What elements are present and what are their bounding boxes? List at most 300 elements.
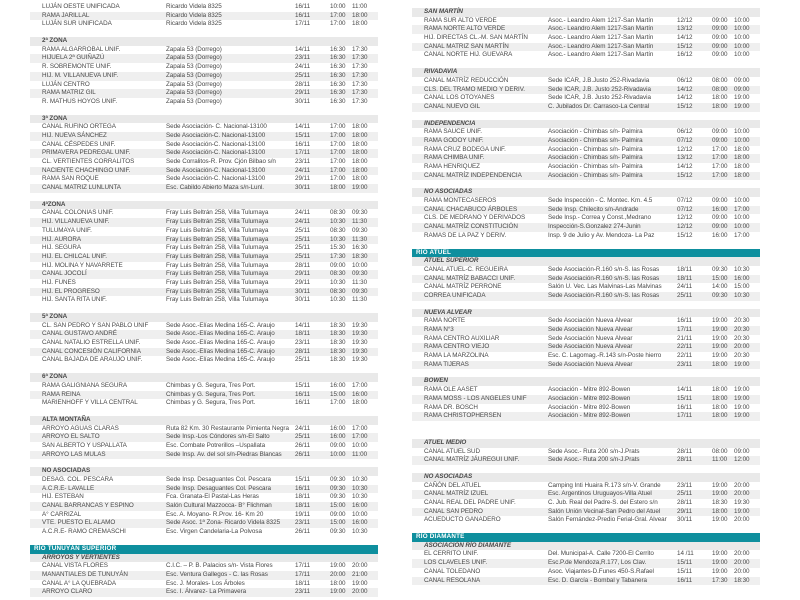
cell-entity-name: CANAL MATRÍZ REDUCCIÓN [424,76,509,84]
cell-date: 06/12 [677,76,693,84]
cell-time-end: 18:00 [734,171,750,179]
section-header-label: RÍO DIAMANTE [416,533,465,541]
cell-location: Salón Cultural Mazzocca- B° Flichman [166,502,272,510]
cell-time-end: 11:00 [352,3,368,10]
cell-location: Sede Asoc.-Elías Medina 165-C. Araujo [166,330,275,338]
cell-time-start: 18:30 [330,347,346,355]
cell-time-end: 11:00 [352,450,368,458]
cell-date: 16/11 [677,576,693,584]
cell-location: Sede ICAR, J.B. Justo 252-Rivadavia [548,85,651,93]
cell-time-start: 17:00 [330,149,346,157]
table-row [30,391,378,400]
section-header [412,8,760,17]
cell-location: Sede Corralitos-R. Prov. Cjón Bilbao s/n [166,158,276,165]
cell-entity-name: CANAL CÉSPEDES UNIF. [42,140,116,148]
cell-time-start: 15:00 [330,390,346,398]
section [30,373,378,408]
cell-entity-name: RAMA SAN ROQUE [42,175,99,183]
cell-time-start: 18:00 [330,579,346,587]
cell-location: Asociación - Mitre 892-Bowen [548,386,631,394]
table-row [412,317,760,326]
cell-entity-name: RAMA JARILLAL [42,11,90,19]
cell-date: 14/12 [677,34,693,42]
cell-time-end: 10:00 [734,42,750,50]
cell-location: Sede Insp. Av. del sol s/n-Piedras Blancas [166,450,282,458]
cell-time-start: 08:30 [330,226,346,234]
section-header [412,542,760,551]
cell-time-end: 10:00 [734,197,750,205]
cell-time-end: 16:00 [352,519,368,527]
cell-entity-name: PRIMAVERA PEDREGAL UNIF. [42,149,131,157]
cell-location: Sede Insp. Desaguantes Col. Pescara [166,476,272,483]
cell-date: 25/11 [295,71,311,79]
table-row [30,580,378,589]
cell-date: 17/11 [677,326,693,333]
cell-location: Sede Inspección - C. Montec. Km. 4.5 [548,197,653,205]
cell-location: Fray Luis Beltrán 258, Villa Tulumaya [166,218,269,226]
cell-location: Zapala 53 (Dorrego) [166,97,222,105]
section-header-label: 6ª ZONA [42,373,68,381]
cell-entity-name: MARIENHOFF Y VILLA CENTRAL [42,399,138,407]
table-row [30,175,378,184]
cell-entity-name: CANAL LOS OTOYANES [424,94,495,102]
cell-entity-name: CANAL BAJADA DE ARAUJO UNIF. [42,356,143,364]
cell-location: Fray Luis Beltrán 258, Villa Tulumaya [166,226,269,234]
table-row [412,456,760,465]
cell-location: Ricardo Videla 8325 [166,3,222,10]
table-row [412,490,760,499]
cell-entity-name: CLS. DE MEDRANO Y DERIVADOS [424,214,526,222]
cell-time-start: 09:00 [330,510,346,518]
cell-entity-name: RAMA ALGARROBAL UNIF. [42,45,121,53]
cell-time-end: 10:00 [734,214,750,222]
table-row [30,442,378,451]
table-row [30,167,378,176]
cell-date: 14/11 [295,123,311,131]
table-row [412,214,760,223]
cell-time-end: 10:30 [734,291,750,299]
cell-location: Sede Asoc. 1ª Zona- Ricardo Videla 8325 [166,519,281,527]
cell-entity-name: RAMA N°3 [424,326,454,333]
cell-entity-name: MANANTIALES DE TUNUYÁN [42,570,128,578]
section-header-label: SAN MARTÍN [424,8,463,15]
cell-location: C. Jub. Real del Padre-S. del Estero s/n [548,499,658,506]
cell-location: Sede Asociación Nueva Alvear [548,343,633,351]
table-row [30,451,378,460]
cell-entity-name: VTE. PUESTO EL ALAMO [42,519,116,527]
cell-location: Sede Insp. Chilecito s/n-Andrade [548,205,639,213]
cell-date: 25/11 [295,235,311,243]
cell-time-start: 09:00 [712,51,728,59]
table-row [412,516,760,525]
cell-time-start: 19:00 [712,326,728,333]
cell-date: 30/11 [295,97,311,105]
cell-date: 07/12 [677,136,693,144]
cell-location: Sede Insp.- Correa y Const.,Medrano [548,214,651,222]
cell-time-start: 17:00 [712,145,728,153]
cell-time-end: 20:30 [734,352,750,360]
cell-location: Sede Asoc.- Ruta 200 s/n-J.Prats [548,447,640,455]
cell-time-end: 10:00 [352,510,368,518]
table-row [412,559,760,568]
table-row [412,386,760,395]
table-row [30,54,378,63]
cell-time-end: 20:00 [352,562,368,570]
cell-location: Sede Insp. Desaguantes Col. Pescara [166,484,272,492]
cell-date: 30/11 [295,296,311,304]
cell-entity-name: CANAL MATRÍZ BABACCI UNIF. [424,274,516,282]
cell-time-start: 16:00 [712,205,728,213]
cell-entity-name: HIJ. M. VILLANUEVA UNIF. [42,71,119,79]
cell-entity-name: RAMA MATRIZ GIL [42,89,96,97]
table-row [412,326,760,335]
cell-time-start: 17:00 [330,11,346,19]
cell-date: 18/11 [295,330,311,338]
cell-time-end: 19:00 [734,102,750,110]
cell-entity-name: EL CERRITO UNIF. [424,550,479,558]
cell-location: Asociación - Chimbas s/n- Palmira [548,136,643,144]
cell-time-start: 19:00 [712,334,728,342]
table-row [412,146,760,155]
cell-entity-name: CANAL TOLEDANO [424,567,481,575]
cell-time-end: 20:00 [734,343,750,351]
cell-time-start: 17:00 [712,171,728,179]
cell-location: Sede Asoc.-Elías Medina 165-C. Araujo [166,347,275,355]
cell-date: 13/12 [677,154,693,162]
cell-time-start: 15:30 [330,244,346,252]
cell-date: 28/11 [295,261,311,269]
cell-time-start: 18:30 [330,339,346,347]
cell-time-start: 08:00 [712,76,728,84]
cell-location: Inspección-S.Gonzalez 274-Junin [548,223,641,231]
cell-entity-name: RAMA CENTRO AUXILIAR [424,334,500,342]
cell-time-end: 10:00 [734,34,750,42]
table-row [412,412,760,421]
cell-date: 15/12 [677,42,693,50]
cell-time-end: 19:00 [734,394,750,402]
cell-date: 26/11 [295,450,311,458]
cell-location: Esc. Argentinos Uruguayos-Villa Atuel [548,490,652,498]
table-row [30,528,378,537]
cell-location: Asociación - Mitre 892-Bowen [548,403,631,411]
table-row [412,172,760,181]
cell-time-start: 15:00 [330,519,346,527]
cell-time-end: 10:00 [734,16,750,24]
cell-time-start: 18:00 [712,94,728,102]
cell-date: 15/11 [677,559,693,567]
cell-date: 28/11 [677,499,693,506]
cell-location: Asociación - Mitre 892-Bowen [548,412,631,420]
cell-date: 26/11 [295,441,311,449]
cell-time-start: 20:00 [330,570,346,578]
cell-time-end: 19:00 [352,579,368,587]
cell-time-start: 08:00 [712,447,728,455]
cell-date: 18/11 [295,502,311,510]
table-row [30,218,378,227]
cell-entity-name: CANAL NUEVO GIL [424,102,481,110]
cell-date: 29/11 [295,278,311,286]
cell-time-end: 21:00 [352,570,368,578]
cell-date: 17/11 [677,412,693,420]
cell-location: Sede Asociación-C. Nacional-13100 [166,131,266,139]
cell-location: Asociación - Chimbas s/n- Palmira [548,171,643,179]
cell-time-end: 18:00 [352,20,368,28]
cell-time-end: 11:30 [352,296,368,304]
table-row [30,399,378,408]
cell-location: Insp. 9 de Julio y Av. Mendoza- La Paz [548,231,655,239]
cell-entity-name: RAMA REINA [42,390,81,398]
table-row [30,279,378,288]
cell-time-end: 17:00 [352,433,368,441]
cell-location: Asoc.- Leandro Alem 1217-San Martín [548,51,654,59]
cell-entity-name: CANAL CHACABUCO ÁRBOLES [424,205,518,213]
cell-entity-name: HIJ. EL PROGRESO [42,287,100,295]
cell-location: Sede Asociación Nueva Alvear [548,326,633,333]
cell-time-start: 18:00 [330,184,346,192]
cell-time-start: 17:00 [330,166,346,174]
cell-time-end: 18:30 [734,576,750,584]
cell-time-end: 11:30 [352,278,368,286]
section-header [412,120,760,129]
cell-time-start: 19:00 [712,550,728,558]
section-header-label: RIVADAVIA [424,68,458,76]
cell-entity-name: HIJ. EL CHILCAL UNIF. [42,252,107,260]
cell-time-end: 10:00 [734,128,750,136]
cell-entity-name: ACUEDUCTO GANADERO [424,516,501,524]
cell-location: Del. Municipal-A. Calle 7200-El Cerrito [548,550,654,558]
cell-time-start: 09:00 [712,197,728,205]
cell-entity-name: CAÑÓN DEL ATUEL [424,481,481,489]
cell-time-start: 08:30 [330,270,346,278]
section [412,473,760,525]
section [412,377,760,420]
cell-time-end: 18:00 [734,145,750,153]
cell-time-start: 19:00 [712,516,728,524]
cell-entity-name: RAMA HENRIQUEZ [424,163,480,170]
cell-time-start: 18:00 [712,507,728,515]
section [30,554,378,597]
table-row [30,493,378,502]
cell-time-end: 18:00 [352,166,368,174]
section-header-label: ATUEL SUPERIOR [424,257,479,265]
table-row [30,476,378,485]
table-row [412,103,760,112]
cell-time-end: 17:00 [734,231,750,239]
section-header [30,373,378,382]
cell-date: 24/11 [677,283,693,291]
cell-date: 16/11 [677,403,693,411]
cell-location: Sede Asociación Nueva Alvear [548,334,633,342]
cell-time-end: 20:30 [734,317,750,325]
cell-time-end: 11:30 [352,235,368,243]
cell-time-end: 17:30 [352,45,368,53]
cell-entity-name: ARROYO EL SALTO [42,433,100,441]
table-row [412,395,760,404]
section [412,68,760,111]
cell-location: Chimbas y G. Segura, Tres Port. [166,399,256,407]
cell-entity-name: CANAL RUFINO ORTEGA [42,123,116,131]
section-header-label: 4ªZONA [42,200,66,208]
cell-entity-name: CL. VERTIENTES CORRALITOS [42,158,135,165]
section [30,3,378,29]
cell-entity-name: HIJ. DIRECTAS CL.-M. SAN MARTÍN [424,34,528,42]
cell-date: 16/12 [677,51,693,59]
cell-time-end: 18:00 [352,158,368,165]
cell-time-end: 10:30 [352,528,368,536]
cell-location: Chimbas y G. Segura, Tres Port. [166,390,256,398]
table-row [30,236,378,245]
cell-entity-name: RAMA SAUCE UNIF. [424,128,482,136]
table-row [412,163,760,172]
cell-date: 28/11 [677,456,693,464]
cell-entity-name: RAMA OLE AASET [424,386,478,394]
cell-entity-name: A.C.R.E- RAMO CREMASCHI [42,528,126,536]
cell-entity-name: CANAL MATRÍZ PERRONE [424,283,502,291]
cell-location: Esc. Cabildo Abierto Maza s/n-Lunl. [166,184,265,192]
cell-time-end: 17:00 [352,381,368,389]
table-row [30,382,378,391]
section [412,257,760,300]
cell-date: 16/11 [295,140,311,148]
cell-time-end: 09:30 [352,270,368,278]
cell-location: Zapala 53 (Dorrego) [166,63,222,71]
cell-time-end: 19:00 [734,386,750,394]
cell-location: Fray Luis Beltrán 258, Villa Tulumaya [166,252,269,260]
cell-time-start: 16:30 [330,45,346,53]
cell-time-start: 17:00 [330,158,346,165]
cell-entity-name: CANAL GUSTAVO ANDRÉ [42,330,117,338]
cell-location: Asoc.- Leandro Alem 1217-San Martín [548,34,654,42]
cell-date: 30/11 [677,516,693,524]
table-row [30,132,378,141]
cell-entity-name: CANAL NATALIO ESTRELLA UNIF. [42,339,141,347]
cell-time-start: 10:00 [330,3,346,10]
cell-time-end: 18:00 [352,399,368,407]
cell-location: Salón U. Vec. Las Malvinas-Las Malvinas [548,283,662,291]
section-header-label: RÍO ATUEL [416,248,452,256]
cell-time-end: 10:00 [352,261,368,269]
table-row [30,141,378,150]
cell-time-start: 09:00 [712,223,728,231]
table-row [412,499,760,508]
cell-time-end: 20:00 [734,481,750,489]
section-header [30,313,378,322]
cell-location: Zapala 53 (Dorrego) [166,71,222,79]
cell-time-end: 20:00 [734,567,750,575]
section-header-label: ATUEL MEDIO [424,438,467,446]
cell-entity-name: CANAL CONCESIÓN CALIFORNIA [42,347,141,355]
cell-entity-name: CANAL ATUEL SUD [424,447,481,455]
cell-entity-name: CORREA UNIFICADA [424,291,486,299]
cell-date: 15/12 [677,102,693,110]
table-row [30,348,378,357]
cell-time-start: 17:30 [712,576,728,584]
section-header [412,309,760,318]
cell-date: 07/12 [677,197,693,205]
cell-entity-name: R. SOBREMONTE UNIF. [42,63,112,71]
cell-entity-name: RAMA TIJERAS [424,360,469,368]
cell-entity-name: CANAL MATRÍZ IZUEL [424,490,489,498]
cell-date: 17/11 [295,149,311,157]
cell-date: 17/11 [295,562,311,570]
cell-date: 23/11 [295,588,311,596]
cell-entity-name: RAMA MONTECASEROS [424,197,497,205]
table-row [30,356,378,365]
cell-date: 14 /11 [677,550,694,558]
table-row [30,20,378,29]
table-row [30,63,378,72]
section-header-label: NO ASOCIADAS [424,188,473,196]
cell-time-start: 19:00 [330,588,346,596]
cell-date: 14/11 [295,45,311,53]
cell-location: Asociación - Mitre 892-Bowen [548,394,631,402]
cell-location: Sede Asociación Nueva Alvear [548,317,633,325]
cell-time-start: 17:30 [330,252,346,260]
cell-date: 12/12 [677,214,693,222]
table-row [30,330,378,339]
cell-time-end: 19:30 [352,339,368,347]
cell-location: Sede Asociación-R.160 s/n-S. las Rosas [548,291,660,299]
schedule-column-right [412,0,760,585]
cell-location: Fray Luis Beltrán 258, Villa Tulumaya [166,278,269,286]
cell-entity-name: CANAL JOCOLÍ [42,270,87,278]
section-header [412,439,760,448]
cell-time-start: 09:30 [330,484,346,492]
cell-entity-name: ARROYO CLARO [42,588,93,596]
cell-location: Chimbas y G. Segura, Tres Port. [166,381,256,389]
section-header [30,37,378,46]
cell-entity-name: RAMA CHIMBA UNIF. [424,154,485,162]
table-row [412,508,760,517]
table-row [412,51,760,60]
table-row [412,361,760,370]
cell-entity-name: A.C.R.E- LAVALLE [42,484,95,492]
cell-entity-name: RAMA NORTE ALTO VERDE [424,25,506,33]
table-row [412,404,760,413]
cell-time-start: 14:00 [712,283,728,291]
table-row [412,550,760,559]
table-row [30,485,378,494]
cell-entity-name: ARROYO LAS MULAS [42,450,106,458]
cell-date: 25/11 [677,490,693,498]
cell-entity-name: RAMA CENTRO VIEJO [424,343,490,351]
cell-time-start: 18:30 [712,499,728,506]
cell-entity-name: HIJ. SEGURA [42,244,81,252]
cell-time-end: 19:00 [734,360,750,368]
section [412,439,760,465]
section-header [412,377,760,386]
cell-date: 12/12 [677,16,693,24]
cell-time-start: 18:00 [712,394,728,402]
table-row [30,270,378,279]
section-header-label: ASOCIACIÓN RÍO DIAMANTE [424,541,512,549]
section-header-label: ARROYOS Y VERTIENTES [42,553,120,561]
table-row [30,339,378,348]
cell-location: Fray Luis Beltrán 258, Villa Tulumaya [166,296,269,304]
cell-time-start: 19:00 [712,352,728,360]
cell-date: 28/11 [295,347,311,355]
cell-entity-name: SAN ALBERTO Y USPALLATA [42,441,127,449]
cell-date: 28/11 [295,80,311,88]
cell-location: Esc. Combate Potrerillos –Uspallata [166,441,266,449]
cell-time-start: 19:00 [712,481,728,489]
cell-location: Esc. I. Álvarez- La Primavera [166,588,247,596]
cell-date: 23/11 [295,519,311,527]
cell-entity-name: RAMA GALIGNIANA SEGURA [42,381,127,389]
cell-time-start: 16:30 [330,89,346,97]
cell-date: 16/11 [295,399,311,407]
cell-date: 24/11 [295,166,311,174]
